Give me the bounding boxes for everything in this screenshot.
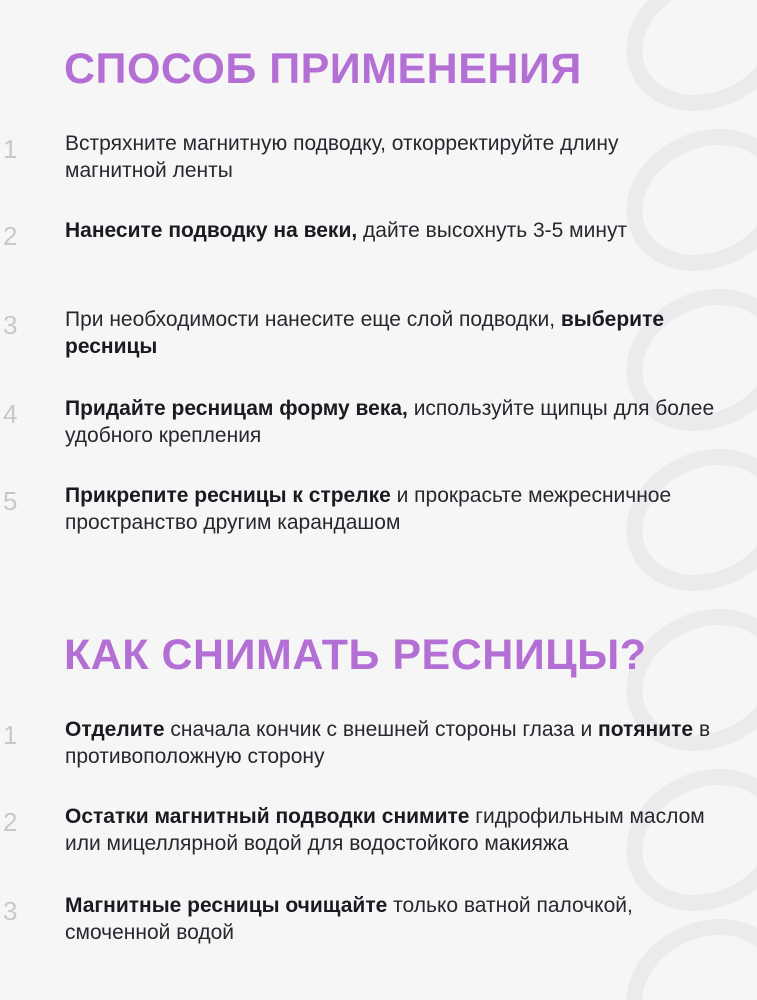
step-number: 2 bbox=[3, 221, 18, 251]
step-number: 1 bbox=[3, 134, 18, 164]
step-text: Нанесите подводку на веки, дайте высохнуть 3-5 минут bbox=[65, 219, 628, 242]
step-text: При необходимости нанесите еще слой подводки, выберите ресницы bbox=[65, 308, 665, 358]
step-text: Встряхните магнитную подводку, откорректируйте длину магнитной ленты bbox=[65, 132, 619, 182]
section-title-removal: КАК СНИМАТЬ РЕСНИЦЫ? bbox=[64, 631, 647, 679]
step-number: 4 bbox=[3, 399, 18, 429]
step-text: Магнитные ресницы очищайте только ватной палочкой, смоченной водой bbox=[65, 894, 633, 944]
step-number: 5 bbox=[3, 486, 18, 516]
step-number: 1 bbox=[3, 720, 18, 750]
step-number: 3 bbox=[3, 310, 18, 340]
section-title-application: СПОСОБ ПРИМЕНЕНИЯ bbox=[64, 45, 582, 93]
step-text: Придайте ресницам форму века, используйте щипцы для более удобного крепления bbox=[65, 397, 715, 447]
step-number: 2 bbox=[3, 807, 18, 837]
step-number: 3 bbox=[3, 896, 18, 926]
step-text: Прикрепите ресницы к стрелке и прокрасьте межресничное пространство другим карандашом bbox=[65, 484, 672, 534]
step-text: Остатки магнитный подводки снимите гидрофильным маслом или мицеллярной водой для водостойкого макияжа bbox=[65, 805, 705, 855]
step-text: Отделите сначала кончик с внешней стороны глаза и потяните в противоположную сторону bbox=[65, 718, 711, 768]
